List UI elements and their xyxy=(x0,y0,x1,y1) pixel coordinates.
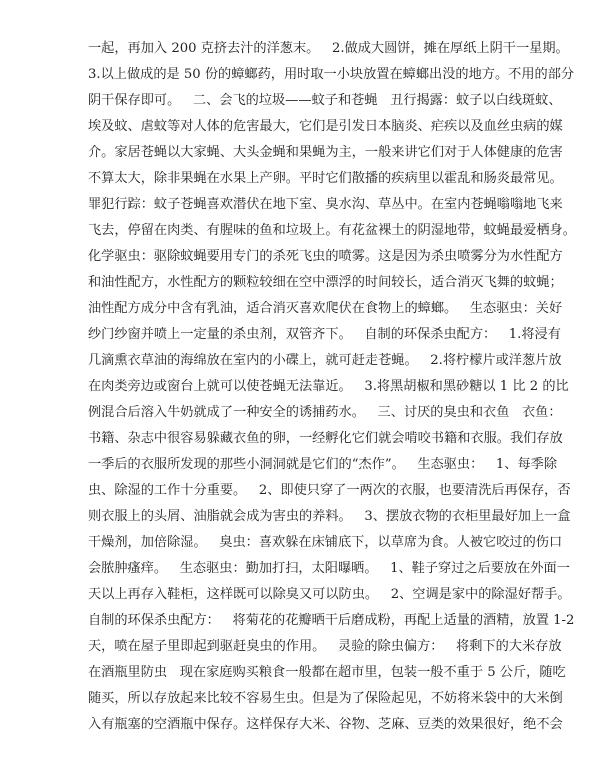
body-text-line: 一季后的衣服所发现的那些小洞洞就是它们的“杰作”。 生态驱虫： 1、每季除 xyxy=(88,457,558,472)
body-text-line: 则衣服上的头屑、油脂就会成为害虫的养料。 3、摆放衣物的衣柜里最好加上一盒 xyxy=(88,509,571,524)
body-text-line: 3.以上做成的是 50 份的蟑螂药，用时取一小块放置在蟑螂出没的地方。不用的部分 xyxy=(88,67,575,82)
body-text-line: 天，喷在屋子里即起到驱赶臭虫的作用。 灵验的除虫偏方： 将剩下的大米存放 xyxy=(88,639,562,654)
body-text-line: 不算太大，除非果蝇在水果上产卵。平时它们散播的疾病里以霍乱和肠炎最常见。 xyxy=(88,171,563,186)
body-text-line: 虫、除湿的工作十分重要。 2、即使只穿了一两次的衣服，也要清洗后再保存，否 xyxy=(88,483,571,498)
body-text-line: 一起，再加入 200 克挤去汁的洋葱末。 2.做成大圆饼，摊在厚纸上阴干一星期。 xyxy=(88,41,569,56)
body-text-line: 罪犯行踪：蚊子苍蝇喜欢潜伏在地下室、臭水沟、草丛中。在室内苍蝇嗡嗡地飞来 xyxy=(88,197,563,212)
body-text-line: 埃及蚊、虐蚊等对人体的危害最大，它们是引发日本脑炎、疟疾以及血丝虫病的媒 xyxy=(88,119,563,134)
body-text-line: 纱门纱窗并喷上一定量的杀虫剂，双管齐下。 自制的环保杀虫配方： 1.将浸有 xyxy=(88,327,561,342)
body-text-line: 天以上再存入鞋柜，这样既可以除臭又可以防虫。 2、空调是家中的除湿好帮手。 xyxy=(88,587,571,602)
body-text-line: 会脓肿瘙痒。 生态驱虫：勤加打扫，太阳曝晒。 1、鞋子穿过之后要放在外面一 xyxy=(88,561,570,576)
body-text-line: 化学驱虫：驱除蚊蝇要用专门的杀死飞虫的喷雾。这是因为杀虫喷雾分为水性配方 xyxy=(88,249,563,264)
body-text-line: 在酒瓶里防虫 现在家庭购买粮食一般都在超市里，包装一般不重于 5 公斤，随吃 xyxy=(88,665,566,680)
body-text-line: 飞去，停留在肉类、有腥味的鱼和垃圾上。有花盆裸土的阴湿地带，蚊蝇最爱栖身。 xyxy=(88,223,576,238)
body-text-line: 阴干保存即可。 二、会飞的垃圾——蚊子和苍蝇 丑行揭露：蚊子以白线斑蚊、 xyxy=(88,93,562,108)
body-text-line: 和油性配方，水性配方的颗粒较细在空中漂浮的时间较长，适合消灭飞舞的蚊蝇； xyxy=(88,275,563,290)
body-text-line: 几滴熏衣草油的海绵放在室内的小碟上，就可赶走苍蝇。 2.将柠檬片或洋葱片放 xyxy=(88,353,562,368)
body-text-line: 入有瓶塞的空酒瓶中保存。这样保存大米、谷物、芝麻、豆类的效果很好，绝不会 xyxy=(88,717,563,732)
body-text-line: 在肉类旁边或窗台上就可以使苍蝇无法靠近。 3.将黑胡椒和黑砂糖以 1 比 2 的比 xyxy=(88,379,569,394)
body-text-line: 干燥剂，加倍除湿。 臭虫：喜欢躲在床铺底下，以草席为食。人被它咬过的伤口 xyxy=(88,535,563,550)
body-text-line: 油性配方成分中含有乳油，适合消灭喜欢爬伏在食物上的蟑螂。 生态驱虫：关好 xyxy=(88,301,563,316)
body-text-line: 自制的环保杀虫配方： 将菊花的花瓣晒干后磨成粉，再配上适量的酒精，放置 1-2 xyxy=(88,613,575,628)
body-text-line: 介。家居苍蝇以大家蝇、大头金蝇和果蝇为主，一般来讲它们对于人体健康的危害 xyxy=(88,145,563,160)
body-text-line: 书籍、杂志中很容易躲藏衣鱼的卵，一经孵化它们就会啃咬书籍和衣服。我们存放 xyxy=(88,431,563,446)
body-text-line: 随买，所以存放起来比较不容易生虫。但是为了保险起见，不妨将米袋中的大米倒 xyxy=(88,691,563,706)
body-text-line: 例混合后溶入牛奶就成了一种安全的诱捕药水。 三、讨厌的臭虫和衣鱼 衣鱼： xyxy=(88,405,562,420)
